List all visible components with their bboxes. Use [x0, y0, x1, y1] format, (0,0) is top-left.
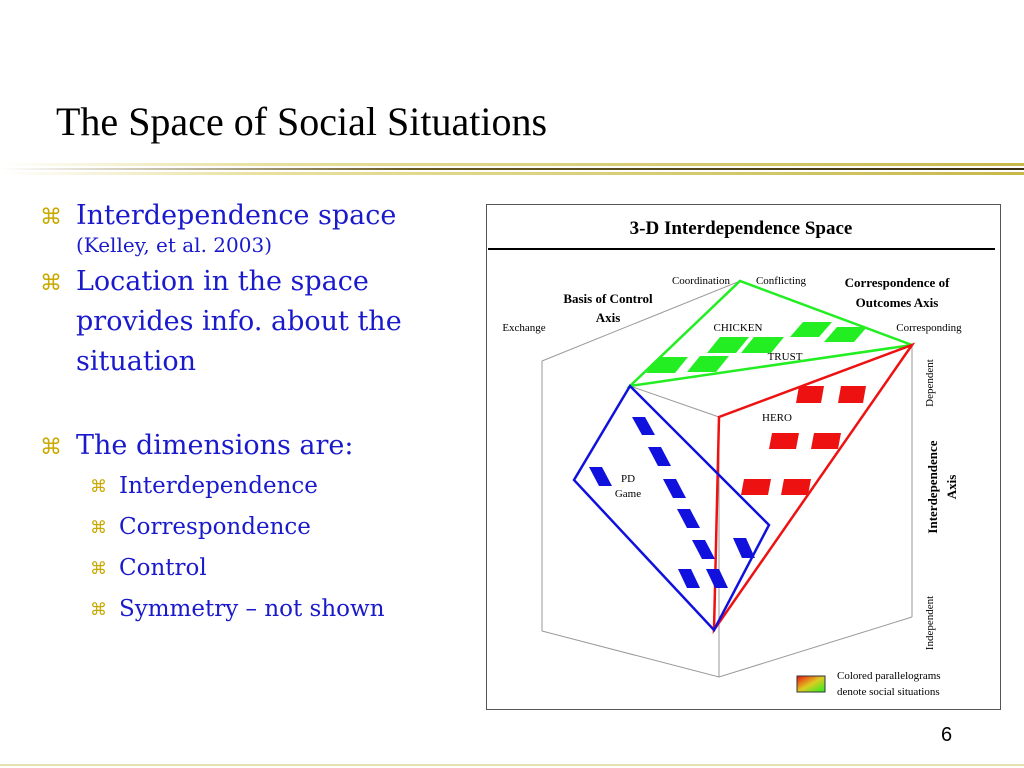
- blue-parallelogram: [678, 569, 700, 588]
- red-parallelogram: [811, 433, 841, 449]
- blue-parallelogram: [648, 447, 671, 466]
- label-conflicting: Conflicting: [755, 275, 807, 287]
- bullet-item: [40, 426, 460, 466]
- red-parallelogram: [741, 479, 771, 495]
- red-parallelogram: [796, 386, 824, 403]
- title-rule-bottom: [0, 172, 1024, 175]
- green-parallelogram: [824, 327, 867, 342]
- bullet-citation: (Kelley, et al. 2003): [76, 233, 272, 257]
- sub-bullet-text: Interdependence: [119, 473, 318, 499]
- green-parallelogram: [790, 322, 832, 337]
- bullet-item: [40, 196, 460, 258]
- blue-parallelogram: [706, 569, 728, 588]
- interdependence-diagram: [487, 205, 1000, 709]
- sub-bullet-text: Correspondence: [119, 514, 311, 540]
- sub-bullet-text: Symmetry – not shown: [119, 596, 385, 622]
- command-bullet-icon: ⌘: [90, 559, 107, 579]
- label-interdependence-axis-line2: Axis: [944, 474, 959, 500]
- bullet-text: Location in the space provides info. about the situation: [76, 266, 402, 377]
- label-corresponding: Corresponding: [896, 322, 962, 334]
- label-dependent: Dependent: [924, 359, 936, 407]
- footer-rule: [0, 764, 1024, 766]
- bullet-item: [40, 262, 460, 382]
- bullet-text: The dimensions are:: [76, 430, 354, 461]
- blue-parallelograms: [589, 417, 755, 588]
- cube-front-left-edge: [630, 386, 719, 417]
- sub-bullet-text: Control: [119, 555, 207, 581]
- blue-parallelogram: [663, 479, 686, 498]
- label-interdependence-axis-line1: Interdependence: [925, 440, 940, 534]
- command-bullet-icon: ⌘: [90, 600, 107, 620]
- legend-swatch: [797, 676, 825, 692]
- bullet-text: Interdependence space: [76, 200, 397, 231]
- label-pd: PD: [620, 473, 636, 485]
- blue-parallelogram: [632, 417, 655, 435]
- label-independent: Independent: [924, 595, 936, 651]
- bullet-list: [40, 196, 460, 630]
- green-parallelogram: [707, 337, 749, 353]
- page-title: The Space of Social Situations: [56, 99, 548, 144]
- label-game: Game: [614, 488, 642, 500]
- command-bullet-icon: ⌘: [40, 271, 62, 296]
- label-coordination: Coordination: [671, 275, 731, 287]
- sub-bullet-item: [40, 589, 460, 630]
- label-correspondence-axis-line2: Outcomes Axis: [855, 295, 939, 310]
- red-parallelogram: [838, 386, 866, 403]
- command-bullet-icon: ⌘: [40, 205, 62, 230]
- command-bullet-icon: ⌘: [40, 435, 62, 460]
- label-basis-control-line1: Basis of Control: [563, 291, 653, 306]
- figure-title: 3-D Interdependence Space: [629, 218, 853, 239]
- cube-back-bottom-edge: [542, 617, 912, 677]
- title-rule-middle: [0, 168, 1024, 170]
- sub-bullet-item: [40, 507, 460, 548]
- page-number: 6: [941, 724, 953, 746]
- green-parallelogram: [687, 356, 729, 372]
- label-basis-control-line2: Axis: [595, 310, 621, 325]
- interdependence-figure: [486, 204, 1001, 710]
- legend-text-line2: denote social situations: [837, 686, 940, 698]
- blue-parallelogram: [677, 509, 700, 528]
- blue-parallelogram: [589, 467, 612, 486]
- legend-text-line1: Colored parallelograms: [837, 670, 941, 682]
- blue-parallelogram: [733, 538, 755, 558]
- blue-parallelogram: [692, 540, 715, 559]
- red-parallelogram: [781, 479, 811, 495]
- label-trust: TRUST: [767, 351, 803, 363]
- label-exchange: Exchange: [502, 322, 546, 334]
- sub-bullet-item: [40, 548, 460, 589]
- title-rule-top: [0, 163, 1024, 166]
- sub-bullet-item: [40, 466, 460, 507]
- label-chicken: CHICKEN: [713, 322, 763, 334]
- command-bullet-icon: ⌘: [90, 477, 107, 497]
- command-bullet-icon: ⌘: [90, 518, 107, 538]
- label-hero: HERO: [762, 412, 792, 424]
- red-parallelogram: [769, 433, 799, 449]
- label-correspondence-axis-line1: Correspondence of: [844, 275, 950, 290]
